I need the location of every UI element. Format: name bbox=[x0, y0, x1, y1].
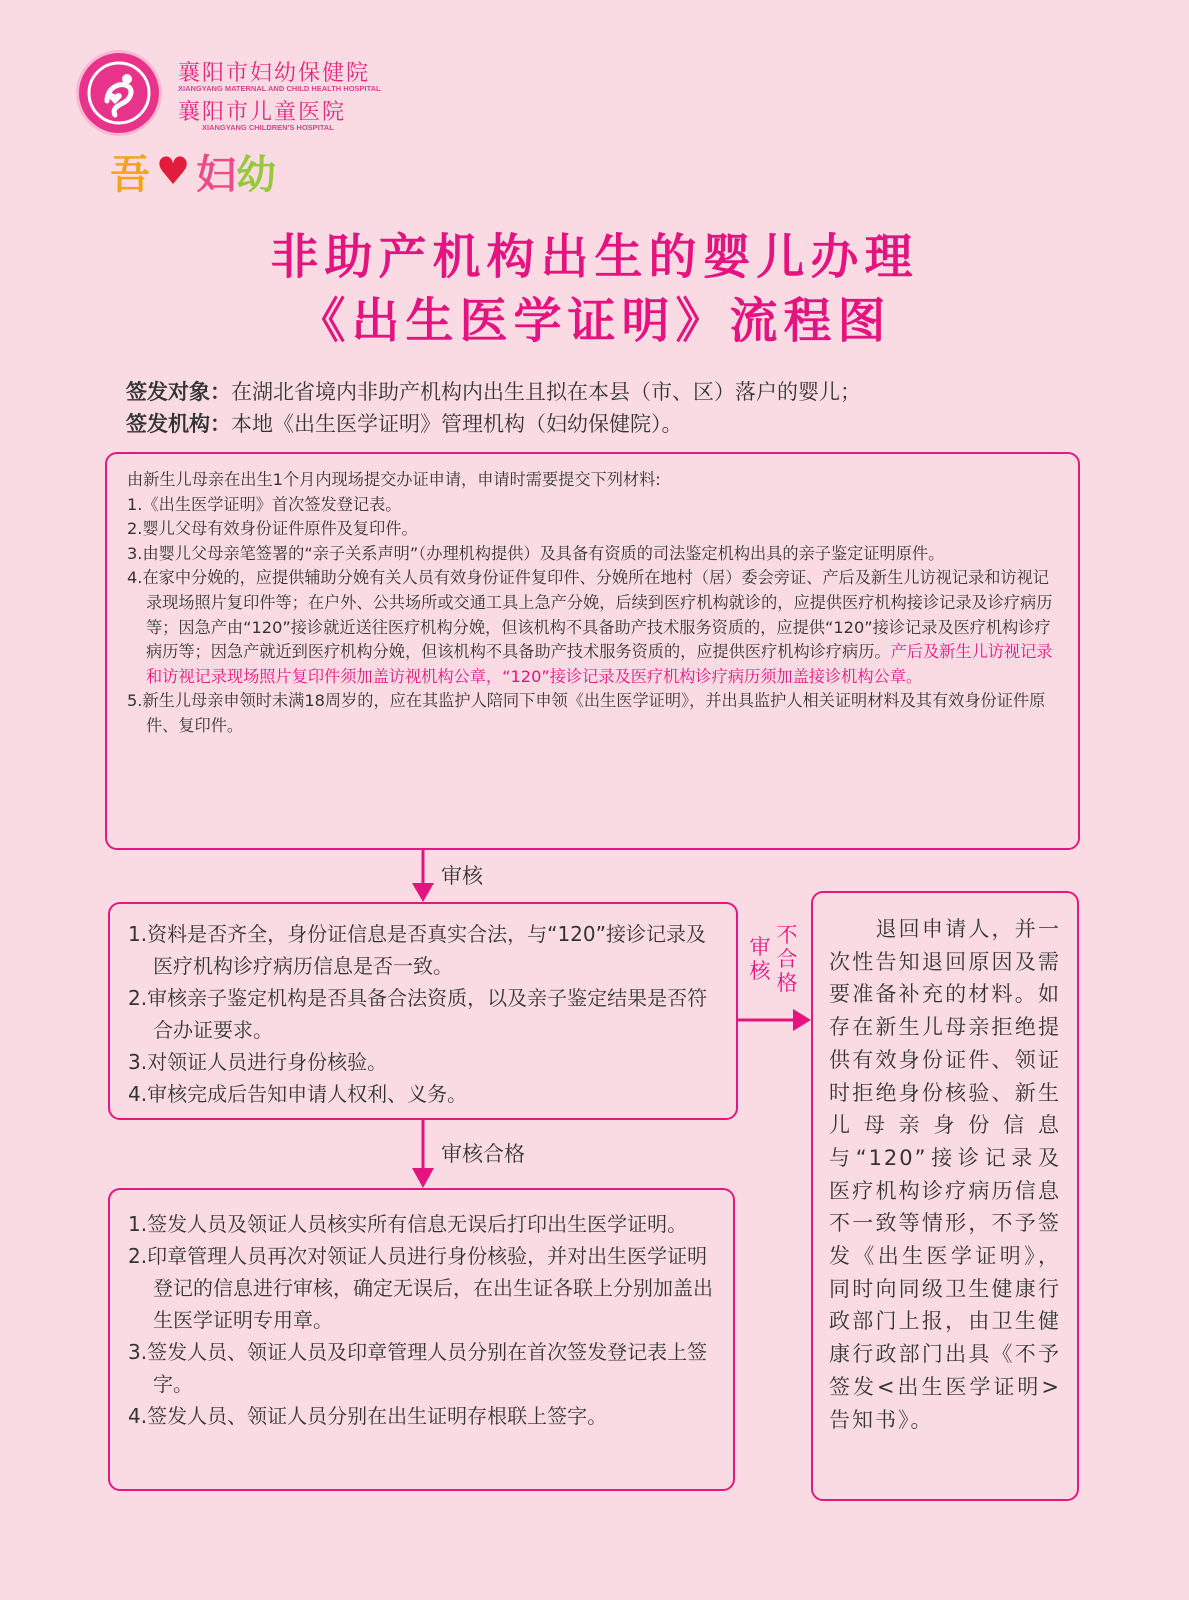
application-item-1: 1.《出生医学证明》首次签发登记表。 bbox=[127, 494, 402, 514]
side-label-review: 审核 bbox=[749, 935, 771, 983]
arrow-down-2-head bbox=[412, 1168, 434, 1188]
issue-agency-text: 本地《出生医学证明》管理机构（妇幼保健院）。 bbox=[231, 412, 683, 436]
side-label-fail: 不合格 bbox=[776, 923, 798, 995]
issue-item-1: 1.签发人员及领证人员核实所有信息无误后打印出生医学证明。 bbox=[128, 1212, 688, 1236]
application-item-4-text: 4.在家中分娩的，应提供辅助分娩有关人员有效身份证件复印件、分娩所在地村（居）委会旁证、产后及新生儿访视记录和访视记录现场照片复印件等；在户外、公共场所或交通工具上急产分娩，后续到医疗机构就诊的，应提供医疗机构接诊记录及诊疗病历等；因急产由“120”接诊就近送往医疗机构分娩，但该机构不具备助产技术服务资质的，应提供“120”接诊记录及医疗机构诊疗病历等；因急产就近到医疗机构分娩，但该机构不具备助产技术服务资质的，应提供医疗机构诊疗病历。 bbox=[127, 568, 1053, 662]
application-intro: 由新生儿母亲在出生1个月内现场提交办证申请，申请时需要提交下列材料: bbox=[127, 470, 661, 489]
reject-box bbox=[811, 891, 1079, 1501]
issue-item-4: 4.签发人员、领证人员分别在出生证明存根联上签字。 bbox=[128, 1404, 608, 1428]
hospital-name-2: 襄阳市儿童医院 bbox=[178, 100, 347, 125]
arrow-down-1-head bbox=[412, 883, 434, 902]
issue-target-label: 签发对象： bbox=[126, 380, 231, 404]
arrow-label-review-pass: 审核合格 bbox=[441, 1142, 525, 1166]
page-title-line-2: 《出生医学证明》流程图 bbox=[297, 293, 892, 349]
arrow-label-review: 审核 bbox=[441, 864, 483, 888]
application-item-3: 3.由婴儿父母亲笔签署的“亲子关系声明”（办理机构提供）及具备有资质的司法鉴定机构出具的亲子鉴定证明原件。 bbox=[127, 543, 945, 563]
application-item-5: 5.新生儿母亲申领时未满18周岁的，应在其监护人陪同下申领《出生医学证明》，并出具监护人相关证明材料及其有效身份证件原件、复印件。 bbox=[127, 691, 1046, 735]
page-title-line-1: 非助产机构出生的婴儿办理 bbox=[270, 229, 919, 285]
review-item-2: 2.审核亲子鉴定机构是否具备合法资质，以及亲子鉴定结果是否符合办证要求。 bbox=[128, 986, 708, 1042]
application-item-4-highlight: 产后及新生儿访视记录和访视记录现场照片复印件须加盖访视机构公章，“120”接诊记录及医疗机构诊疗病历须加盖接诊机构公章。 bbox=[146, 642, 1053, 686]
review-item-4: 4.审核完成后告知申请人权利、义务。 bbox=[128, 1082, 468, 1106]
slogan-char-3: 妇 bbox=[196, 151, 237, 198]
slogan-char-1: 吾 bbox=[110, 151, 150, 198]
arrow-right-head bbox=[793, 1009, 811, 1031]
issue-item-3: 3.签发人员、领证人员及印章管理人员分别在首次签发登记表上签字。 bbox=[128, 1340, 708, 1396]
application-item-2: 2.婴儿父母有效身份证件原件及复印件。 bbox=[127, 519, 418, 539]
slogan-char-4: 幼 bbox=[236, 151, 277, 198]
hospital-name-1: 襄阳市妇幼保健院 bbox=[178, 61, 371, 86]
hospital-en-2: XIANGYANG CHILDREN'S HOSPITAL bbox=[202, 123, 334, 132]
issue-target-text: 在湖北省境内非助产机构内出生且拟在本县（市、区）落户的婴儿； bbox=[231, 380, 861, 404]
review-item-1: 1.资料是否齐全，身份证信息是否真实合法，与“120”接诊记录及医疗机构诊疗病历信息是否一致。 bbox=[128, 922, 706, 978]
issue-box bbox=[108, 1188, 735, 1491]
issue-agency-label: 签发机构： bbox=[126, 412, 231, 436]
review-item-3: 3.对领证人员进行身份核验。 bbox=[128, 1050, 388, 1074]
issue-item-2: 2.印章管理人员再次对领证人员进行身份核验，并对出生医学证明登记的信息进行审核，确定无误后，在出生证各联上分别加盖出生医学证明专用章。 bbox=[128, 1244, 713, 1332]
heart-icon: ♥ bbox=[156, 149, 191, 193]
hospital-en-1: XIANGYANG MATERNAL AND CHILD HEALTH HOSPITAL bbox=[178, 84, 381, 93]
reject-text: 退回申请人，并一次性告知退回原因及需要准备补充的材料。如存在新生儿母亲拒绝提供有效身份证件、领证时拒绝身份核验、新生儿母亲身份信息与“120”接诊记录及医疗机构诊疗病历信息不一致等情形，不予签发《出生医学证明》，同时向同级卫生健康行政部门上报，由卫生健康行政部门出具《不予签发<出生医学证明>告知书》。 bbox=[829, 917, 1061, 1432]
review-box bbox=[108, 902, 738, 1120]
